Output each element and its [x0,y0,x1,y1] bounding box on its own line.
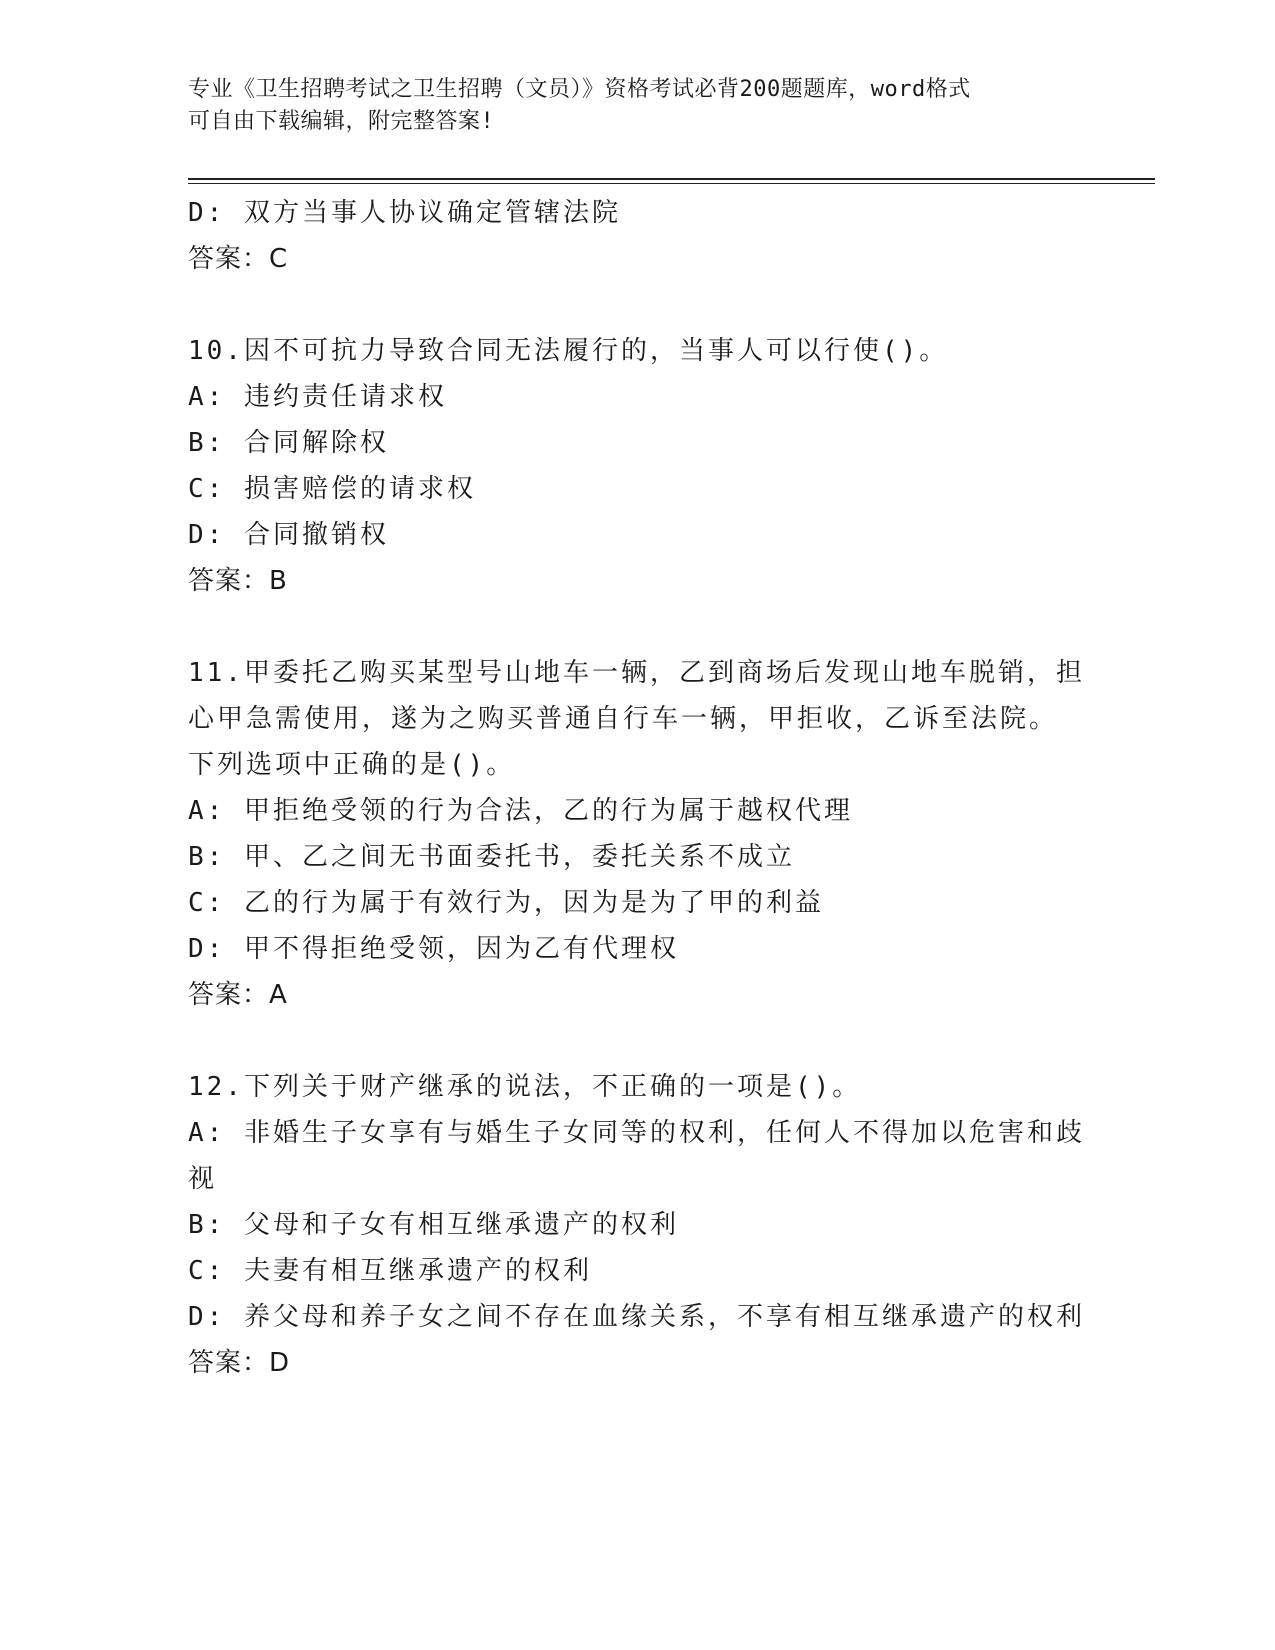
answer: 答案：B [188,566,288,596]
answer: 答案：A [188,980,288,1010]
answer: 答案：D [188,1348,291,1378]
option-b: B: 父母和子女有相互继承遗产的权利 [188,1210,679,1240]
option-c: C: 乙的行为属于有效行为，因为是为了甲的利益 [188,888,824,918]
option-a-line-1: A: 非婚生子女享有与婚生子女同等的权利，任何人不得加以危害和歧 [188,1118,1085,1148]
option-c: C: 损害赔偿的请求权 [188,474,476,504]
option-a-line-2: 视 [188,1164,218,1194]
spacer [188,1018,1088,1064]
option-d: D: 养父母和养子女之间不存在血缘关系，不享有相互继承遗产的权利 [188,1302,1085,1332]
question-stem-line-3: 下列选项中正确的是()。 [188,750,516,780]
header-line-1: 专业《卫生招聘考试之卫生招聘（文员）》资格考试必背200题题库，word格式 [188,77,971,102]
question-stem: 10.因不可抗力导致合同无法履行的，当事人可以行使()。 [188,336,949,366]
question-stem-line-1: 11.甲委托乙购买某型号山地车一辆，乙到商场后发现山地车脱销，担 [188,658,1085,688]
option-b: B: 甲、乙之间无书面委托书，委托关系不成立 [188,842,795,872]
header-line-2: 可自由下载编辑，附完整答案! [188,109,495,134]
header-divider [188,178,1155,184]
question-11 [188,650,1088,1018]
question-10 [188,328,1088,604]
question-stem-line-2: 心甲急需使用，遂为之购买普通自行车一辆，甲拒收，乙诉至法院。 [188,704,1059,734]
option-d: D: 甲不得拒绝受领，因为乙有代理权 [188,934,679,964]
page-header [188,74,1068,138]
option-a: A: 违约责任请求权 [188,382,447,412]
option-b: B: 合同解除权 [188,428,389,458]
question-content [188,190,1088,1386]
prev-option-d: D: 双方当事人协议确定管辖法院 [188,198,621,228]
prev-answer: 答案：C [188,244,289,274]
option-c: C: 夫妻有相互继承遗产的权利 [188,1256,592,1286]
option-a: A: 甲拒绝受领的行为合法，乙的行为属于越权代理 [188,796,853,826]
spacer [188,282,1088,328]
option-d: D: 合同撤销权 [188,520,389,550]
spacer [188,604,1088,650]
question-12 [188,1064,1088,1386]
question-stem: 12.下列关于财产继承的说法，不正确的一项是()。 [188,1072,862,1102]
